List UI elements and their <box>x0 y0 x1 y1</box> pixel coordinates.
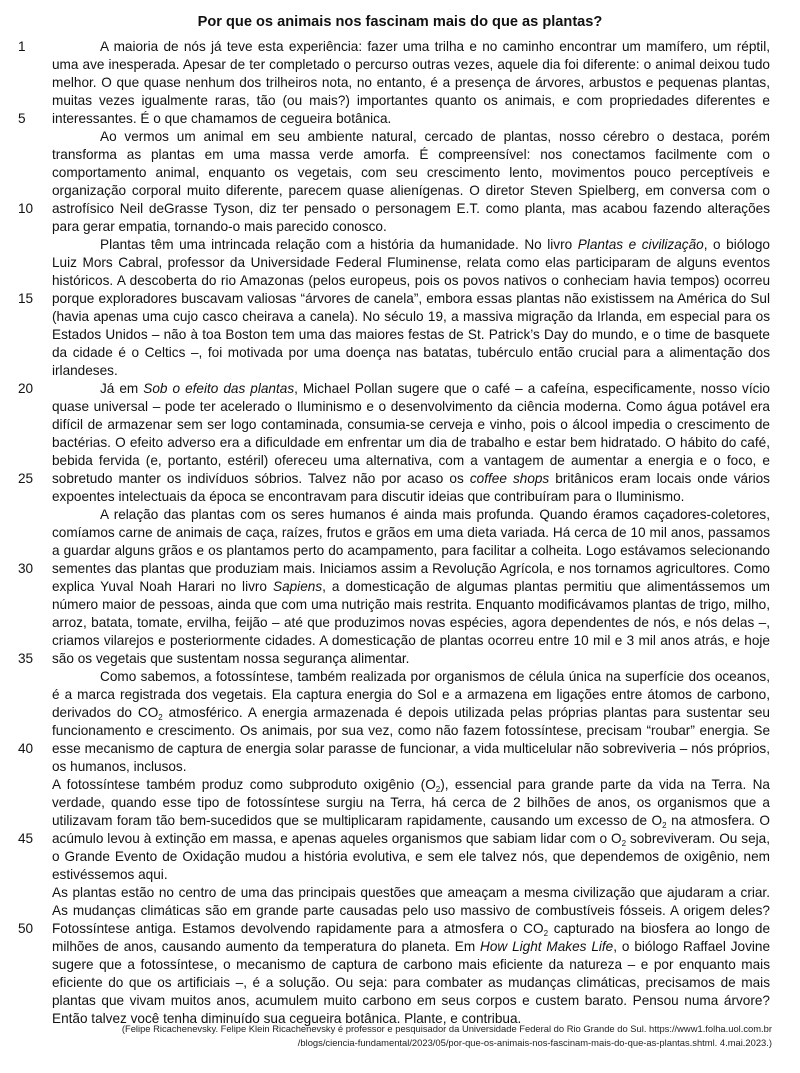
paragraph: As plantas estão no centro de uma das principais questões que ameaçam a mesma civilização que ajudaram a criar. As mudanças climáticas são em grande parte causadas pelo uso massivo de combustíveis fósseis. A origem deles? Fotossíntese antiga. Estamos devolvendo rapidamente para a atmosfera o $CO_2$ capturado na biosfera ao longo de milhões de anos, causando aumento da temperatura do planeta. Em How Light Makes Life, o biólogo Raffael Jovine sugere que a fotossíntese, o mecanismo de captura de carbono mais eficiente da natureza – e por enquanto mais eficiente do que os artificiais –, é a solução. Ou seja: para combater as mudanças climáticas, precisamos de mais plantas que vivam muitos anos, acumulem muito carbono em seus corpos e custem barato. Pensou numa árvore? Então talvez você tenha diminuído sua cegueira botânica. Plante, e contribua. <box>52 885 771 1026</box>
line-number: 40 <box>18 741 34 756</box>
article-body <box>52 38 770 1028</box>
foreign-term: coffee shops <box>469 471 550 486</box>
line-number: 45 <box>18 831 34 846</box>
line-number: 20 <box>18 381 34 396</box>
book-title: How Light Makes Life <box>480 939 614 954</box>
paragraph: Plantas têm uma intrincada relação com a história da humanidade. No livro Plantas e civilização, o biólogo Luiz Mors Cabral, professor da Universidade Federal Fluminense, relata como elas participaram de alguns eventos históricos. A descoberta do rio Amazonas (pelos europeus, pois os povos nativos o conheciam havia tempos) ocorreu porque exploradores buscavam valiosas “árvores de canela”, embora essas plantas não existissem na América do Sul (havia apenas uma cujo casco cheirava a canela). No século 19, a massiva migração da Irlanda, em especial para os Estados Unidos – não à toa Boston tem uma das maiores festas de St. Patrick’s Day do mundo, e o time de basquete da cidade é o Celtics –, foi motivada por uma doença nas batatas, tubérculo então crucial para a alimentação dos irlandeses. <box>52 237 770 378</box>
line-number: 1 <box>18 39 26 54</box>
paragraph: Como sabemos, a fotossíntese, também realizada por organismos de célula única na superfície dos oceanos, é a marca registrada dos vegetais. Ela captura energia do Sol e a armazena em ligações entre átomos de carbono, derivados do $CO_2$ atmosférico. A energia armazenada é depois utilizada pelas próprias plantas para sustentar seu funcionamento e crescimento. Os animais, por sua vez, como não fazem fotossíntese, precisam “roubar” energia. Se esse mecanismo de captura de energia solar parasse de funcionar, a vida multicelular não sobreviveria – nós próprios, os humanos, inclusos. <box>52 669 770 774</box>
line-number: 50 <box>18 921 34 936</box>
book-title: Sapiens <box>273 579 323 594</box>
paragraph: A relação das plantas com os seres humanos é ainda mais profunda. Quando éramos caçadores-coletores, comíamos carne de animais de caça, raízes, frutos e grãos em uma dieta variada. Há cerca de 10 mil anos, passamos a guardar alguns grãos e os plantamos perto do acampamento, para facilitar a colheita. Logo estávamos selecionando sementes das plantas que produziam mais. Iniciamos assim a Revolução Agrícola, e nos tornamos agricultores. Como explica Yuval Noah Harari no livro Sapiens, a domesticação de algumas plantas permitiu que alimentássemos um número maior de pessoas, ainda que com uma nutrição mais restrita. Enquanto modificávamos plantas de trigo, milho, arroz, batata, tomate, ervilha, feijão – até que produzimos novas espécies, agora dependentes de nós, e nós delas –, criamos vilarejos e posteriormente cidades. A domesticação de plantas ocorreu entre 10 mil e 3 mil anos atrás, e hoje são os vegetais que sustentam nossa segurança alimentar. <box>52 507 770 666</box>
line-number: 5 <box>18 111 26 126</box>
line-number: 15 <box>18 291 34 306</box>
line-number: 10 <box>18 201 34 216</box>
source-line: /blogs/ciencia-fundamental/2023/05/por-que-os-animais-nos-fascinam-mais-do-que-as-plantas.shtml. 4.mai.2023.) <box>297 1037 772 1048</box>
paragraph: Ao vermos um animal em seu ambiente natural, cercado de plantas, nosso cérebro o destaca, porém transforma as plantas em uma massa verde amorfa. É compreensível: nos conectamos facilmente com o comportamento animal, enquanto os vegetais, com seu crescimento lento, movimentos pouco perceptíveis e organização corporal muito diferente, parecem quase alienígenas. O diretor Steven Spielberg, em conversa com o astrofísico Neil deGrasse Tyson, diz ter pensado o personagem E.T. como planta, mas acabou fazendo alterações para gerar empatia, tornando-o mais parecido conosco. <box>52 129 770 234</box>
paragraph: A maioria de nós já teve esta experiência: fazer uma trilha e no caminho encontrar um mamífero, um réptil, uma ave inesperada. Apesar de ter completado o percurso outras vezes, aquele dia foi diferente: o animal deixou tudo melhor. O que quase nenhum dos trilheiros nota, no entanto, é a presença de árvores, arbustos e pequenas plantas, muitas vezes igualmente raras, tão (ou mais?) importantes quanto os animais, e com propriedades diferentes e interessantes. É o que chamamos de cegueira botânica. <box>52 39 770 126</box>
source-line: (Felipe Ricachenevsky. Felipe Klein Ricachenevsky é professor e pesquisador da Universidade Federal do Rio Grande do Sul. https://www1.folha.uol.com.br <box>121 1023 772 1034</box>
line-number: 35 <box>18 651 34 666</box>
paragraph: Já em Sob o efeito das plantas, Michael Pollan sugere que o café – a cafeína, especificamente, nosso vício quase universal – pode ter acelerado o Iluminismo e o desenvolvimento da ciência moderna. Como água potável era difícil de armazenar sem ser logo contaminada, consumia-se cerveja e vinho, pois o álcool impedia o crescimento de bactérias. O efeito adverso era a dificuldade em enfrentar um dia de trabalho e estar bem hidratado. O hábito do café, bebida fervida (e, portanto, estéril) ofereceu uma alternativa, com a vantagem de aumentar a energia e o foco, e sobretudo manter os indivíduos sóbrios. Talvez não por acaso os coffee shops britânicos eram locais onde vários expoentes intelectuais da época se encontravam para discutir ideias que contribuíram para o Iluminismo. <box>52 381 770 504</box>
book-title: Sob o efeito das plantas <box>143 381 295 396</box>
article-title: Por que os animais nos fascinam mais do que as plantas? <box>197 14 603 30</box>
book-title: Plantas e civilização <box>577 237 704 252</box>
line-number: 25 <box>18 471 34 486</box>
source-citation <box>72 1022 772 1050</box>
line-number: 30 <box>18 561 34 576</box>
paragraph: A fotossíntese também produz como subproduto oxigênio $(O_2)$, essencial para grande parte da vida na Terra. Na verdade, quando esse tipo de fotossíntese surgiu na Terra, há cerca de 2 bilhões de anos, os organismos que a utilizavam foram tão bem-sucedidos que se multiplicaram rapidamente, causando um excesso de $O_2$ na atmosfera. O acúmulo levou à extinção em massa, e apenas aqueles organismos que sabiam lidar com o $O_2$ sobreviveram. Ou seja, o Grande Evento de Oxidação mudou a história evolutiva, e sem ele talvez nós, que dependemos de oxigênio, nem estivéssemos aqui. <box>52 777 770 882</box>
